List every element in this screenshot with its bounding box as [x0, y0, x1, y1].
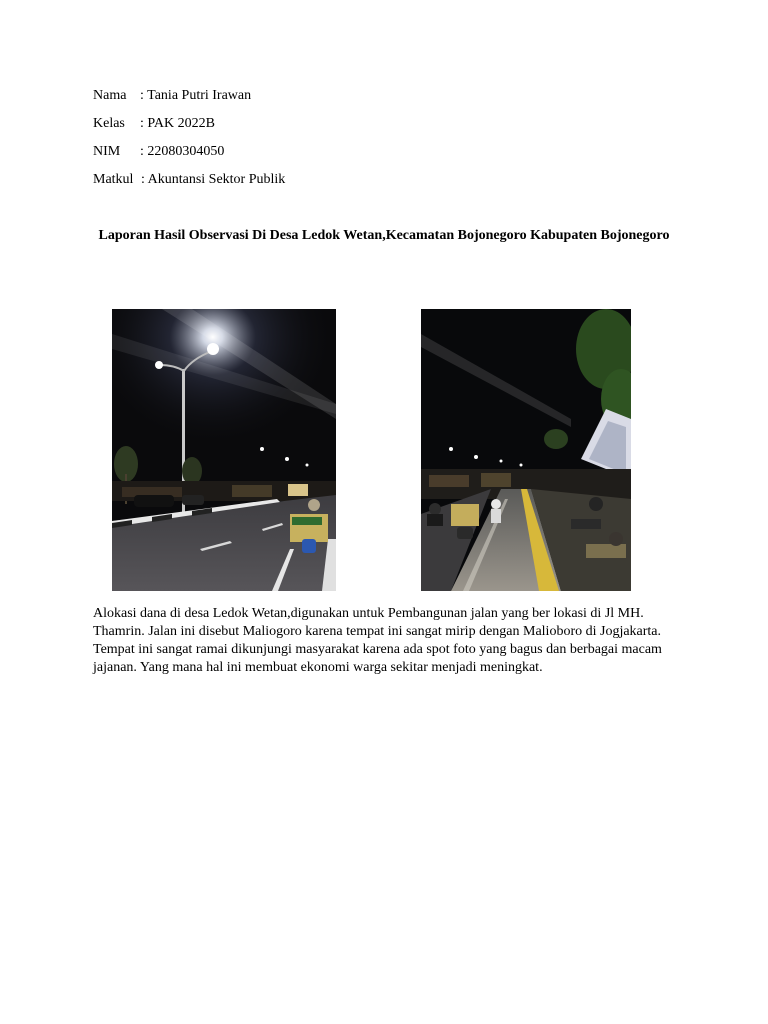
photo-night-road [112, 309, 336, 591]
info-label: Kelas [93, 116, 125, 131]
info-value: : Tania Putri Irawan [140, 88, 252, 103]
report-title: Laporan Hasil Observasi Di Desa Ledok Wetan,Kecamatan Bojonegoro Kabupaten Bojonegoro [98, 228, 670, 243]
observation-paragraph: Alokasi dana di desa Ledok Wetan,digunakan untuk Pembangunan jalan yang ber lokasi di Jl MH. Thamrin. Jalan ini disebut Maliogoro karena tempat ini sangat mirip dengan Malioboro di Jogjakarta. Tempat ini sangat ramai dikunjungi masyarakat karena ada spot foto yang bagus dan berbagai macam jajanan. Yang mana hal ini membuat ekonomi warga sekitar menjadi meningkat. [93, 606, 662, 675]
info-label: Nama [93, 88, 127, 103]
photo-night-walkway [421, 309, 631, 591]
info-label: Matkul [93, 172, 134, 187]
info-label: NIM [93, 144, 121, 159]
info-value: : PAK 2022B [140, 116, 215, 131]
info-value: : 22080304050 [140, 144, 225, 159]
info-value: : Akuntansi Sektor Publik [141, 172, 286, 187]
